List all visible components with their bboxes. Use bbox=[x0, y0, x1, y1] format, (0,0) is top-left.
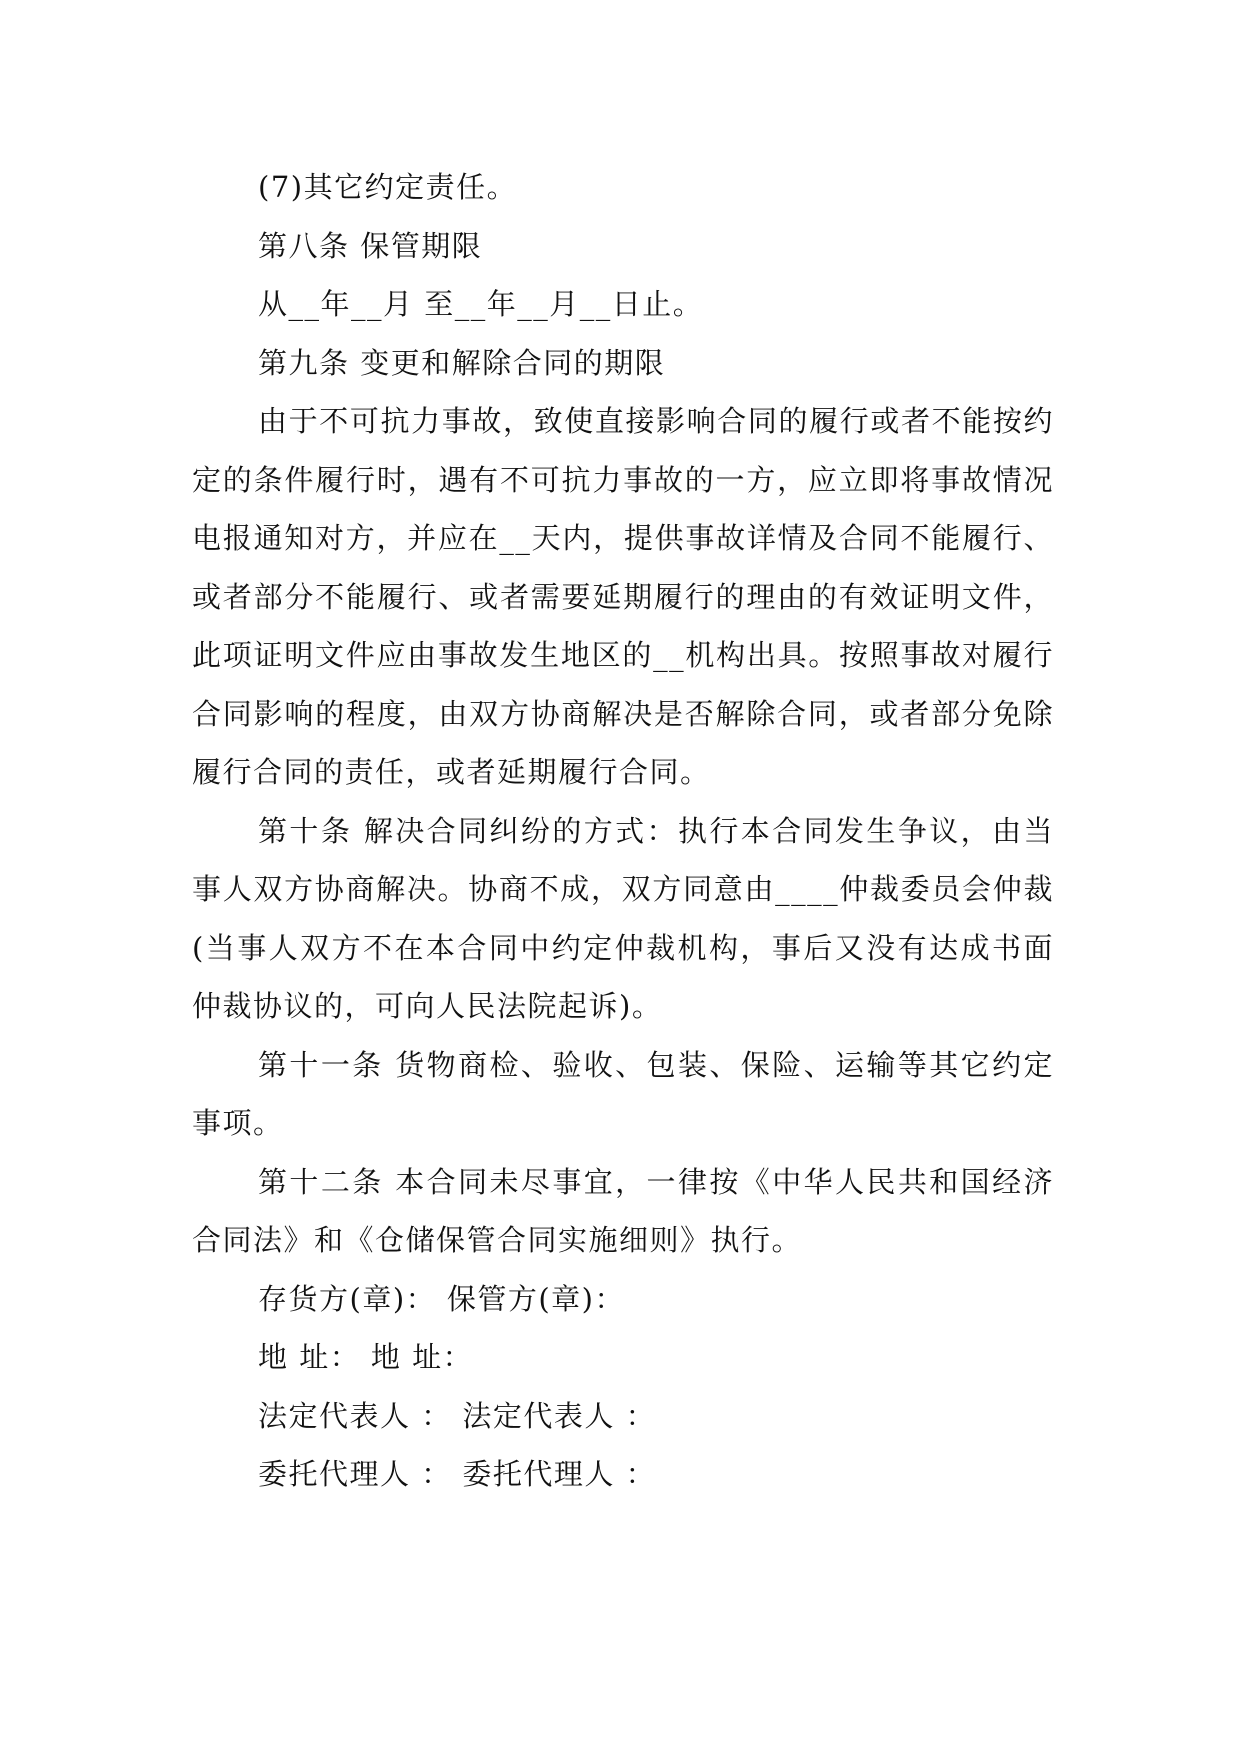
signature-address-line: 地 址： 地 址： bbox=[258, 1340, 474, 1374]
signature-legal-representative-line: 法定代表人 ： 法定代表人 ： bbox=[258, 1398, 657, 1433]
force-majeure-paragraph: 由于不可抗力事故，致使直接影响合同的履行或者不能按约定的条件履行时，遇有不可抗力事故的一方，应立即将事故情况电报通知对方，并应在__天内，提供事故详情及合同不能履行、或者部分不能履行、或者需要延期履行的理由的有效证明文件，此项证明文件应由事故发生地区的__机构出具。按照事故对履行合同影响的程度，由双方协商解决是否解除合同，或者部分免除履行合同的责任，或者延期履行合同。 bbox=[192, 404, 1054, 789]
article-11-other-matters: 第十一条 货物商检、验收、包装、保险、运输等其它约定事项。 bbox=[192, 1047, 1054, 1140]
storage-period-line: 从__年__月 至__年__月__日止。 bbox=[258, 287, 704, 321]
signature-seals-line: 存货方(章)： 保管方(章)： bbox=[258, 1281, 625, 1316]
contract-body bbox=[192, 158, 1054, 1504]
clause-7-other-responsibilities: (7)其它约定责任。 bbox=[258, 170, 518, 204]
article-12-unresolved-matters: 第十二条 本合同未尽事宜，一律按《中华人民共和国经济合同法》和《仓储保管合同实施细则》执行。 bbox=[192, 1164, 1054, 1257]
signature-agent-line: 委托代理人 ： 委托代理人 ： bbox=[258, 1457, 657, 1491]
article-9-heading: 第九条 变更和解除合同的期限 bbox=[258, 345, 666, 380]
article-8-heading: 第八条 保管期限 bbox=[258, 228, 483, 263]
article-10-dispute-resolution: 第十条 解决合同纠纷的方式：执行本合同发生争议，由当事人双方协商解决。协商不成，双方同意由____仲裁委员会仲裁(当事人双方不在本合同中约定仲裁机构，事后又没有达成书面仲裁协议的，可向人民法院起诉)。 bbox=[192, 813, 1054, 1023]
